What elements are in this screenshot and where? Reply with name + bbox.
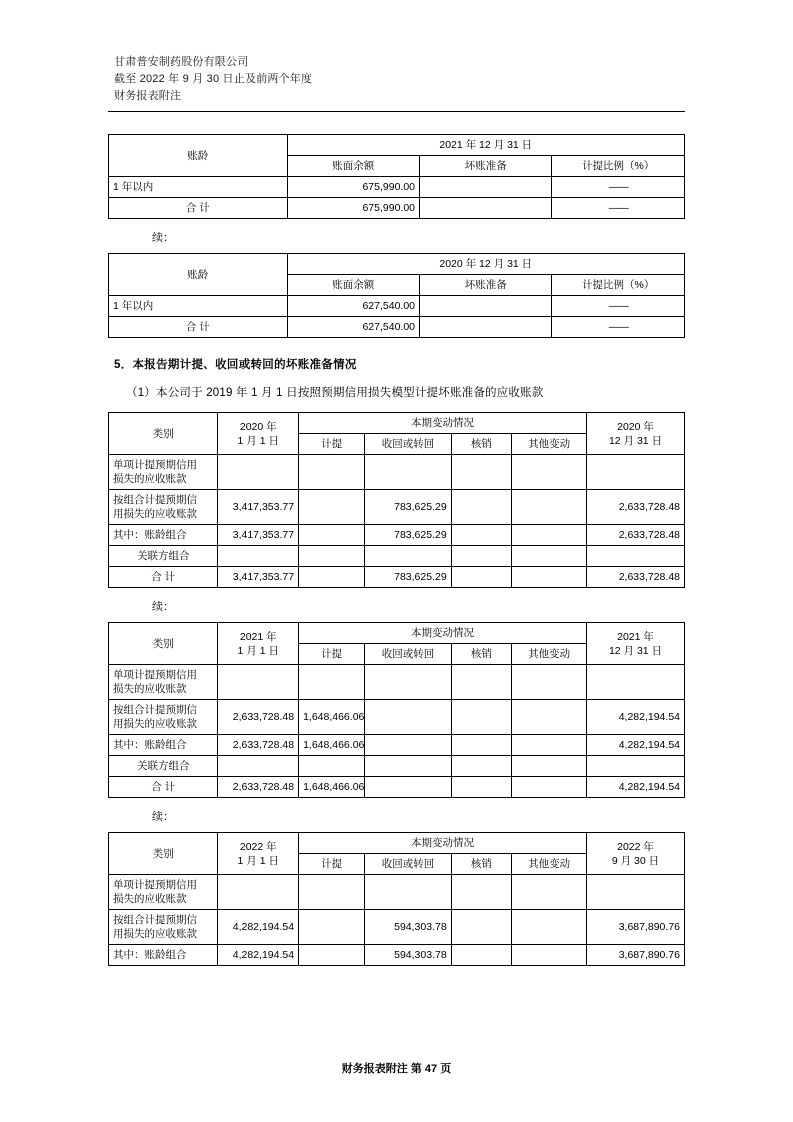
table-row	[109, 567, 685, 588]
cell-closing: 4,282,194.54	[587, 777, 685, 798]
cell-accrual	[299, 525, 365, 546]
page-footer: 财务报表附注 第 47 页	[341, 1063, 452, 1075]
table-row	[109, 756, 685, 777]
table-row	[109, 198, 685, 219]
row-label-total: 合 计	[109, 777, 218, 798]
cell-other	[512, 735, 587, 756]
cell-closing: 4,282,194.54	[587, 735, 685, 756]
cell-closing: 3,687,890.76	[587, 945, 685, 966]
row-label: 其中：账龄组合	[109, 945, 218, 966]
subheader-book-balance: 账面余额	[287, 156, 419, 177]
cell-closing	[587, 455, 685, 490]
closing-balance-header	[587, 833, 685, 875]
row-label-line1: 单项计提预期信用	[113, 879, 197, 891]
provision-movement-table-2020	[108, 412, 685, 588]
aging-column-header: 账龄	[109, 135, 288, 177]
cell-writeoff	[451, 910, 511, 945]
cell-closing: 2,633,728.48	[587, 525, 685, 546]
cell-other	[512, 455, 587, 490]
table-row	[109, 735, 685, 756]
cell-recovery	[365, 777, 451, 798]
row-label-line2: 损失的应收账款	[113, 683, 187, 695]
cell-recovery: 783,625.29	[365, 525, 451, 546]
table-row	[109, 254, 685, 275]
subheader-accrual: 计提	[299, 434, 365, 455]
row-label: 关联方组合	[109, 756, 218, 777]
cell-opening: 2,633,728.48	[218, 777, 299, 798]
category-column-header: 类别	[109, 833, 218, 875]
cell-opening: 2,633,728.48	[218, 735, 299, 756]
cell-opening	[218, 665, 299, 700]
cell-writeoff	[451, 490, 511, 525]
cell-closing: 2,633,728.48	[587, 567, 685, 588]
continued-label: 续：	[152, 232, 174, 244]
table-row	[109, 665, 685, 700]
table-row	[109, 455, 685, 490]
subheader-provision-ratio: 计提比例（%）	[552, 156, 685, 177]
period-change-group-header: 本期变动情况	[299, 623, 587, 644]
cell-recovery: 783,625.29	[365, 567, 451, 588]
subheader-writeoff: 核销	[451, 434, 511, 455]
cell-closing	[587, 546, 685, 567]
cell-opening	[218, 546, 299, 567]
continued-label: 续：	[152, 811, 174, 823]
category-column-header: 类别	[109, 413, 218, 455]
table-row	[109, 490, 685, 525]
cell-writeoff	[451, 777, 511, 798]
subheader-provision-ratio: 计提比例（%）	[552, 275, 685, 296]
subheader-other-changes: 其他变动	[512, 854, 587, 875]
cell-closing: 4,282,194.54	[587, 700, 685, 735]
table-row	[109, 700, 685, 735]
aging-column-header: 账龄	[109, 254, 288, 296]
cell-book-balance: 627,540.00	[287, 317, 419, 338]
cell-provision-ratio: ——	[552, 296, 685, 317]
cell-accrual	[299, 756, 365, 777]
cell-bad-debt-provision	[420, 317, 552, 338]
cell-other	[512, 777, 587, 798]
closing-balance-header	[587, 413, 685, 455]
opening-balance-header	[218, 833, 299, 875]
cell-writeoff	[451, 945, 511, 966]
row-label-line1: 单项计提预期信用	[113, 669, 197, 681]
cell-recovery: 594,303.78	[365, 945, 451, 966]
subheader-recovery: 收回或转回	[365, 434, 451, 455]
period-change-group-header: 本期变动情况	[299, 833, 587, 854]
cell-book-balance: 675,990.00	[287, 177, 419, 198]
table-row	[109, 177, 685, 198]
cell-writeoff	[451, 525, 511, 546]
cell-accrual	[299, 875, 365, 910]
cell-recovery	[365, 455, 451, 490]
cell-opening	[218, 455, 299, 490]
opening-balance-header-year: 2021 年	[239, 630, 277, 643]
header-doc-title: 财务报表附注	[114, 90, 182, 102]
table-row	[109, 296, 685, 317]
table-row	[109, 945, 685, 966]
header-period: 截至 2022 年 9 月 30 日止及前两个年度	[114, 73, 313, 85]
cell-opening: 4,282,194.54	[218, 910, 299, 945]
subheader-other-changes: 其他变动	[512, 434, 587, 455]
table-row	[109, 623, 685, 644]
table-row	[109, 413, 685, 434]
opening-balance-header-year: 2022 年	[239, 840, 277, 853]
cell-closing	[587, 875, 685, 910]
opening-balance-header-date: 1 月 1 日	[237, 434, 279, 447]
cell-accrual: 1,648,466.06	[299, 777, 365, 798]
cell-other	[512, 490, 587, 525]
row-label-line2: 用损失的应收账款	[113, 928, 197, 940]
cell-recovery	[365, 756, 451, 777]
cell-writeoff	[451, 875, 511, 910]
row-label: 1 年以内	[109, 177, 288, 198]
cell-writeoff	[451, 567, 511, 588]
section-heading: 5．本报告期计提、收回或转回的坏账准备情况	[114, 359, 357, 371]
closing-balance-header-date: 12 月 31 日	[608, 644, 663, 657]
closing-balance-header-date: 12 月 31 日	[608, 434, 663, 447]
provision-movement-table-2021	[108, 622, 685, 798]
cell-accrual	[299, 945, 365, 966]
cell-other	[512, 875, 587, 910]
cell-accrual: 1,648,466.06	[299, 700, 365, 735]
table-row	[109, 910, 685, 945]
cell-accrual	[299, 665, 365, 700]
row-label	[109, 665, 218, 700]
cell-provision-ratio: ——	[552, 177, 685, 198]
closing-balance-header	[587, 623, 685, 665]
row-label	[109, 700, 218, 735]
cell-book-balance: 675,990.00	[287, 198, 419, 219]
subheader-recovery: 收回或转回	[365, 644, 451, 665]
table-row	[109, 317, 685, 338]
cell-other	[512, 546, 587, 567]
cell-other	[512, 525, 587, 546]
cell-recovery	[365, 700, 451, 735]
provision-movement-table-2022	[108, 832, 685, 966]
row-label-line1: 按组合计提预期信	[113, 704, 197, 716]
cell-accrual	[299, 455, 365, 490]
cell-accrual	[299, 546, 365, 567]
table-row	[109, 525, 685, 546]
row-label: 关联方组合	[109, 546, 218, 567]
row-label-total: 合 计	[109, 317, 288, 338]
row-label: 其中：账龄组合	[109, 735, 218, 756]
cell-opening	[218, 875, 299, 910]
cell-closing	[587, 665, 685, 700]
subheader-writeoff: 核销	[451, 644, 511, 665]
period-change-group-header: 本期变动情况	[299, 413, 587, 434]
row-label-line1: 单项计提预期信用	[113, 459, 197, 471]
category-column-header: 类别	[109, 623, 218, 665]
row-label	[109, 875, 218, 910]
cell-other	[512, 945, 587, 966]
cell-recovery	[365, 735, 451, 756]
cell-closing: 3,687,890.76	[587, 910, 685, 945]
row-label: 1 年以内	[109, 296, 288, 317]
row-label	[109, 455, 218, 490]
cell-provision-ratio: ——	[552, 317, 685, 338]
cell-other	[512, 567, 587, 588]
opening-balance-header-date: 1 月 1 日	[237, 644, 279, 657]
cell-other	[512, 756, 587, 777]
subheader-recovery: 收回或转回	[365, 854, 451, 875]
cell-writeoff	[451, 700, 511, 735]
table-row	[109, 833, 685, 854]
row-label-line1: 按组合计提预期信	[113, 494, 197, 506]
cell-other	[512, 665, 587, 700]
cell-opening: 3,417,353.77	[218, 490, 299, 525]
cell-recovery	[365, 875, 451, 910]
closing-balance-header-date: 9 月 30 日	[611, 854, 660, 867]
opening-balance-header	[218, 413, 299, 455]
subheader-writeoff: 核销	[451, 854, 511, 875]
opening-balance-header	[218, 623, 299, 665]
row-label-total: 合 计	[109, 198, 288, 219]
cell-opening: 2,633,728.48	[218, 700, 299, 735]
table-row	[109, 777, 685, 798]
row-label-line2: 损失的应收账款	[113, 473, 187, 485]
cell-bad-debt-provision	[420, 198, 552, 219]
subheader-other-changes: 其他变动	[512, 644, 587, 665]
header-company-name: 甘肃普安制药股份有限公司	[114, 56, 249, 68]
cell-accrual	[299, 910, 365, 945]
row-label-total: 合 计	[109, 567, 218, 588]
cell-closing	[587, 756, 685, 777]
row-label	[109, 490, 218, 525]
cell-recovery	[365, 665, 451, 700]
subheader-accrual: 计提	[299, 854, 365, 875]
cell-recovery: 594,303.78	[365, 910, 451, 945]
cell-accrual: 1,648,466.06	[299, 735, 365, 756]
row-label	[109, 910, 218, 945]
subheader-book-balance: 账面余额	[287, 275, 419, 296]
row-label-line2: 损失的应收账款	[113, 893, 187, 905]
row-label: 其中：账龄组合	[109, 525, 218, 546]
cell-provision-ratio: ——	[552, 198, 685, 219]
cell-writeoff	[451, 735, 511, 756]
opening-balance-header-date: 1 月 1 日	[237, 854, 279, 867]
cell-writeoff	[451, 665, 511, 700]
cell-other	[512, 910, 587, 945]
cell-writeoff	[451, 455, 511, 490]
cell-accrual	[299, 567, 365, 588]
cell-opening: 3,417,353.77	[218, 567, 299, 588]
cell-recovery: 783,625.29	[365, 490, 451, 525]
cell-recovery	[365, 546, 451, 567]
period-header: 2020 年 12 月 31 日	[287, 254, 684, 275]
cell-closing: 2,633,728.48	[587, 490, 685, 525]
closing-balance-header-year: 2020 年	[617, 420, 654, 433]
table-row	[109, 875, 685, 910]
aging-table-2020	[108, 253, 685, 338]
header-divider	[108, 111, 685, 112]
cell-opening	[218, 756, 299, 777]
closing-balance-header-year: 2022 年	[617, 840, 654, 853]
row-label-line1: 按组合计提预期信	[113, 914, 197, 926]
continued-label: 续：	[152, 601, 174, 613]
subheader-bad-debt-provision: 坏账准备	[420, 275, 552, 296]
table-row	[109, 135, 685, 156]
row-label-line2: 用损失的应收账款	[113, 718, 197, 730]
cell-writeoff	[451, 756, 511, 777]
cell-other	[512, 700, 587, 735]
closing-balance-header-year: 2021 年	[617, 630, 654, 643]
subheader-accrual: 计提	[299, 644, 365, 665]
cell-book-balance: 627,540.00	[287, 296, 419, 317]
cell-bad-debt-provision	[420, 296, 552, 317]
document-header	[108, 54, 685, 105]
table-row	[109, 546, 685, 567]
cell-accrual	[299, 490, 365, 525]
period-header: 2021 年 12 月 31 日	[287, 135, 684, 156]
subheader-bad-debt-provision: 坏账准备	[420, 156, 552, 177]
row-label-line2: 用损失的应收账款	[113, 508, 197, 520]
cell-opening: 3,417,353.77	[218, 525, 299, 546]
cell-bad-debt-provision	[420, 177, 552, 198]
aging-table-2021	[108, 134, 685, 219]
section-subheading: （1）本公司于 2019 年 1 月 1 日按照预期信用损失模型计提坏账准备的应收账款	[126, 387, 544, 399]
opening-balance-header-year: 2020 年	[239, 420, 277, 433]
cell-writeoff	[451, 546, 511, 567]
cell-opening: 4,282,194.54	[218, 945, 299, 966]
